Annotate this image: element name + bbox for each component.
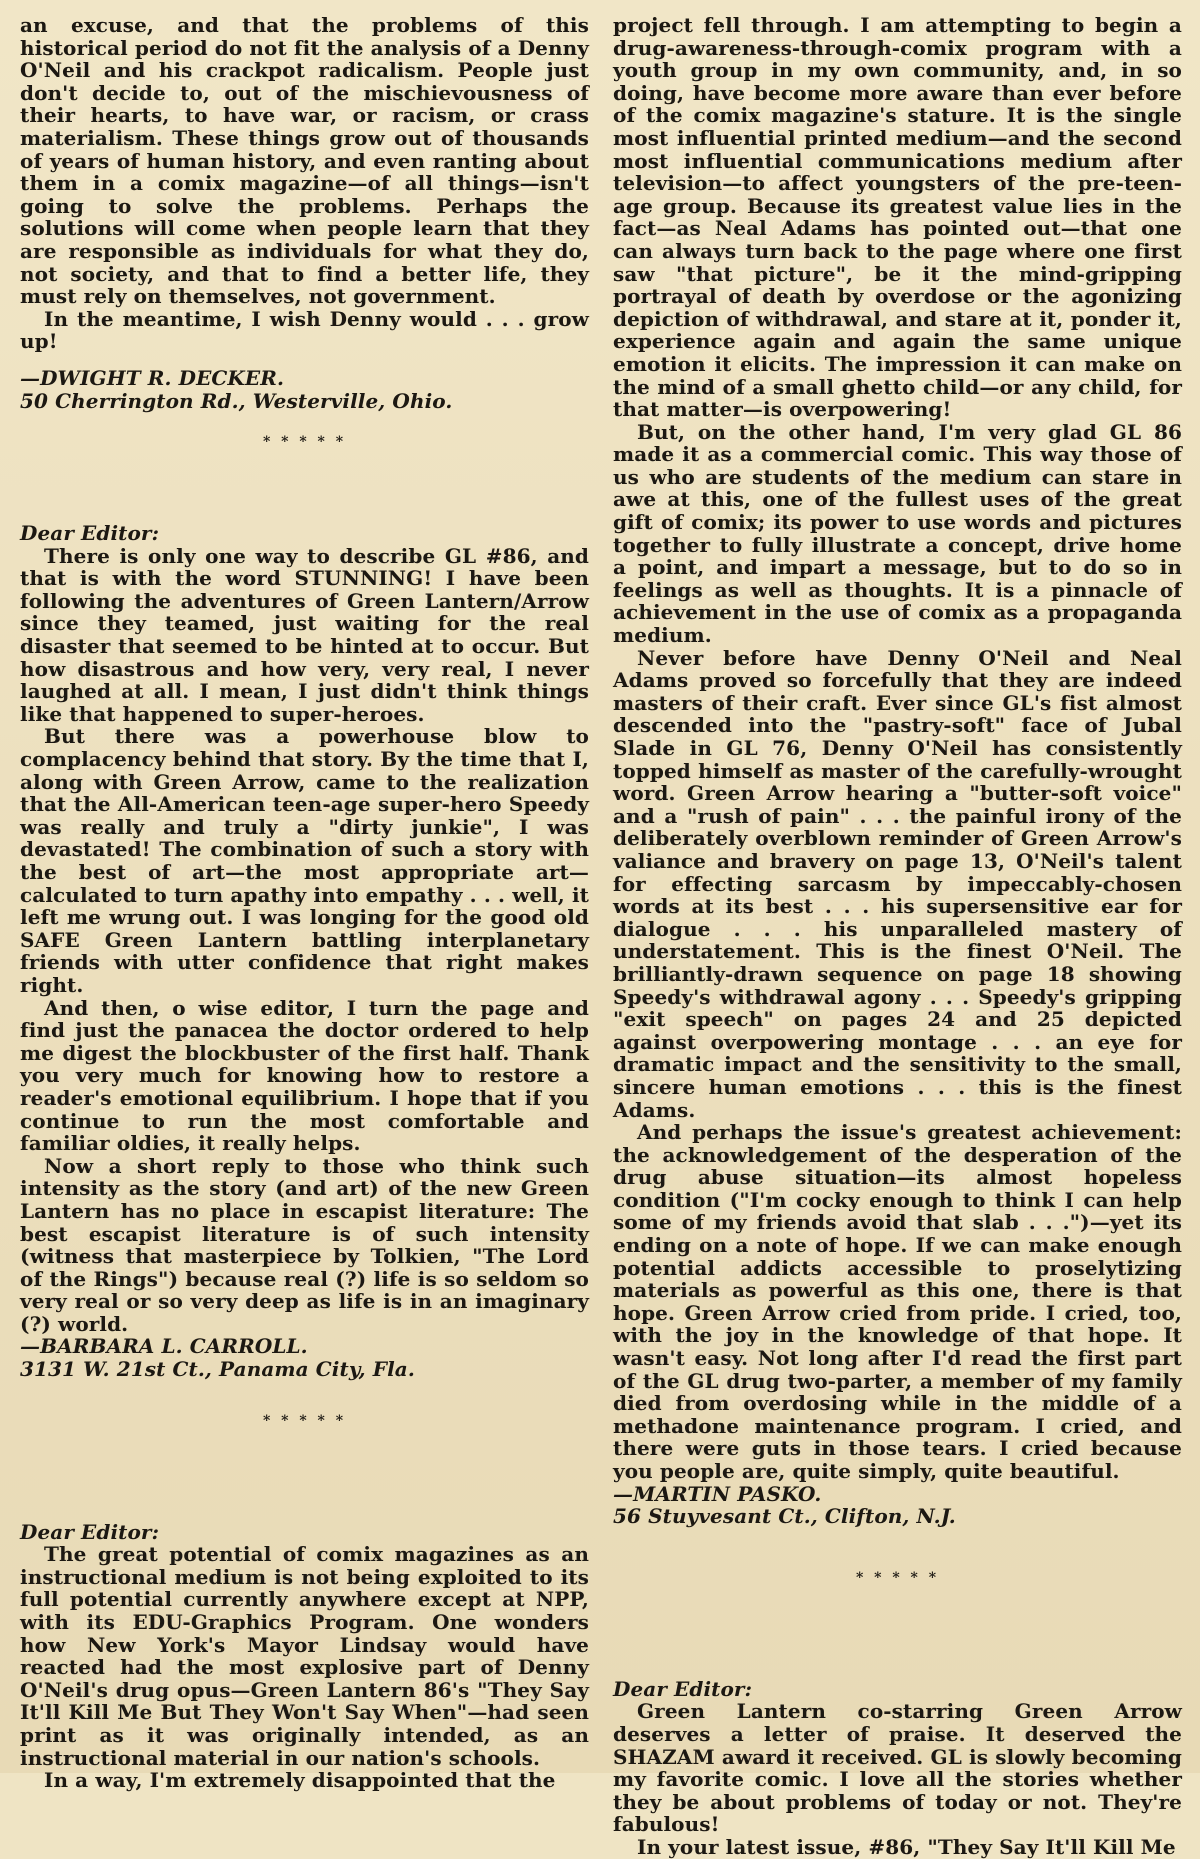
signature-name: —BARBARA L. CARROLL. <box>20 1334 308 1359</box>
letter-paragraph: There is only one way to describe GL #86, and that is with the word STUNNING! I have been following the adventures of Green Lantern/Arrow since they teamed, just waiting for the real disaster that seemed to be hinted at to occur. But how disastrous and how very, very real, I never laughed at all. I mean, I just didn't think things like that happened to super-heroes. <box>20 543 589 726</box>
letter-paragraph: In the meantime, I wish Denny would . . . grow up! <box>20 306 589 354</box>
signature-address: 56 Stuyvesant Ct., Clifton, N.J. <box>613 1504 956 1529</box>
letter-paragraph: project fell through. I am attempting to begin a drug-awareness-through-comix program with a youth group in my own community, and, in so doing, have become more aware than ever before of the comix magazine's stature. It is the single most influential printed medium—and the second most influential communications medium after television—to affect youngsters of the pre-teen-age group. Because its greatest value lies in the fact—as Neal Adams has pointed out—that one can always turn back to the page where one first saw "that picture", be it the mind-gripping portrayal of death by overdose or the agonizing depiction of withdrawal, and stare at it, ponder it, experience again and again the same unique emotion it elicits. The impression it can make on the mind of a small ghetto child—or any child, for that matter—is overpowering! <box>613 13 1182 422</box>
letter-paragraph: Now a short reply to those who think such intensity as the story (and art) of the new Green Lantern has no place in escapist literature: The best escapist literature is of such intensity (witness that masterpiece by Tolkien, "The Lord of the Rings") because real (?) life is so seldom so very real or so very deep as life is in an imaginary (?) world. <box>20 1153 589 1336</box>
letter-paragraph: Green Lantern co-starring Green Arrow deserves a letter of praise. It deserved the SHAZAM award it received. GL is slowly becoming my favorite comic. I love all the stories whether they be about problems of today or not. They're fabulous! <box>613 1699 1182 1837</box>
letter-paragraph: And then, o wise editor, I turn the page and find just the panacea the doctor ordered to help me digest the blockbuster of the first half. Thank you very much for knowing how to restore a reader's emotional equilibrium. I hope that if you continue to run the most comfortable and familiar oldies, it really helps. <box>20 995 589 1156</box>
left-column <box>20 13 589 1793</box>
letter-paragraph: In a way, I'm extremely disappointed that the <box>44 1768 556 1793</box>
signature-address: 50 Cherrington Rd., Westerville, Ohio. <box>20 388 453 413</box>
letter-paragraph: Never before have Denny O'Neil and Neal Adams proved so forcefully that they are indeed masters of their craft. Ever since GL's fist almost descended into the "pastry-soft" face of Jubal Slade in GL 76, Denny O'Neil has consistently topped himself as master of the carefully-wrought word. Green Arrow hearing a "butter-soft voice" and a "rush of pain" . . . the painful irony of the deliberately overblown reminder of Green Arrow's valiance and bravery on page 13, O'Neil's talent for effecting sarcasm by impeccably-chosen words at its best . . . his supersensitive ear for dialogue . . . his unparalleled mastery of understatement. This is the finest O'Neil. The brilliantly-drawn sequence on page 18 showing Speedy's withdrawal agony . . . Speedy's gripping "exit speech" on pages 24 and 25 depicted against overpowering montage . . . an eye for dramatic impact and the sensitivity to the small, sincere human emotions . . . this is the finest Adams. <box>613 645 1182 1122</box>
section-separator: * * * * * <box>262 1412 347 1429</box>
salutation: Dear Editor: <box>20 1519 160 1544</box>
signature-name: —MARTIN PASKO. <box>613 1481 822 1506</box>
letter-paragraph: But there was a powerhouse blow to complacency behind that story. By the time that I, along with Green Arrow, came to the realization that the All-American teen-age super-hero Speedy was really and truly a "dirty junkie", I was devastated! The combination of such a story with the best of art—the most appropriate art—calculated to turn apathy into empathy . . . well, it left me wrung out. I was longing for the good old SAFE Green Lantern battling interplanetary friends with utter confidence that right makes right. <box>20 724 589 997</box>
letter-paragraph: an excuse, and that the problems of this historical period do not fit the analysis of a Denny O'Neil and his crackpot radicalism. People just don't decide to, out of the mischievousness of their hearts, to have war, or racism, or crass materialism. These things grow out of thousands of years of human history, and even ranting about them in a comix magazine—of all things—isn't going to solve the problems. Perhaps the solutions will come when people learn that they are responsible as individuals for what they do, not society, and that to find a better life, they must rely on themselves, not government. <box>20 13 589 309</box>
section-separator: * * * * * <box>855 1569 940 1586</box>
right-column <box>613 13 1182 1859</box>
salutation: Dear Editor: <box>20 521 160 546</box>
page-columns <box>20 13 1182 1859</box>
letter-paragraph: In your latest issue, #86, "They Say It'll Kill Me <box>637 1834 1176 1859</box>
letter-paragraph: And perhaps the issue's greatest achievement: the acknowledgement of the desperation of the drug abuse situation—its almost hopeless condition ("I'm cocky enough to think I can help some of my friends avoid that slab . . .")—yet its ending on a note of hope. If we can make enough potential addicts accessible to proselytizing materials as powerful as this one, there is that hope. Green Arrow cried from pride. I cried, too, with the joy in the knowledge of that hope. It wasn't easy. Not long after I'd read the first part of the GL drug two-parter, a member of my family died from overdosing while in the middle of a methadone maintenance program. I cried, and there were guts in those tears. I cried because you people are, quite simply, quite beautiful. <box>613 1120 1182 1483</box>
letter-paragraph: The great potential of comix magazines as an instructional medium is not being exploited to its full potential currently anywhere except at NPP, with its EDU-Graphics Program. One wonders how New York's Mayor Lindsay would have reacted had the most explosive part of Denny O'Neil's drug opus—Green Lantern 86's "They Say It'll Kill Me But They Won't Say When"—had seen print as it was originally intended, as an instructional material in our nation's schools. <box>20 1542 589 1770</box>
signature-address: 3131 W. 21st Ct., Panama City, Fla. <box>20 1357 415 1382</box>
signature-name: —DWIGHT R. DECKER. <box>20 365 285 390</box>
letter-paragraph: But, on the other hand, I'm very glad GL 86 made it as a commercial comic. This way those of us who are students of the medium can stare in awe at this, one of the fullest uses of the great gift of comix; its power to use words and pictures together to fully illustrate a concept, drive home a point, and impart a message, but to do so in feelings as well as thoughts. It is a pinnacle of achievement in the use of comix as a propaganda medium. <box>613 419 1182 648</box>
salutation: Dear Editor: <box>613 1676 753 1701</box>
section-separator: * * * * * <box>262 434 347 451</box>
